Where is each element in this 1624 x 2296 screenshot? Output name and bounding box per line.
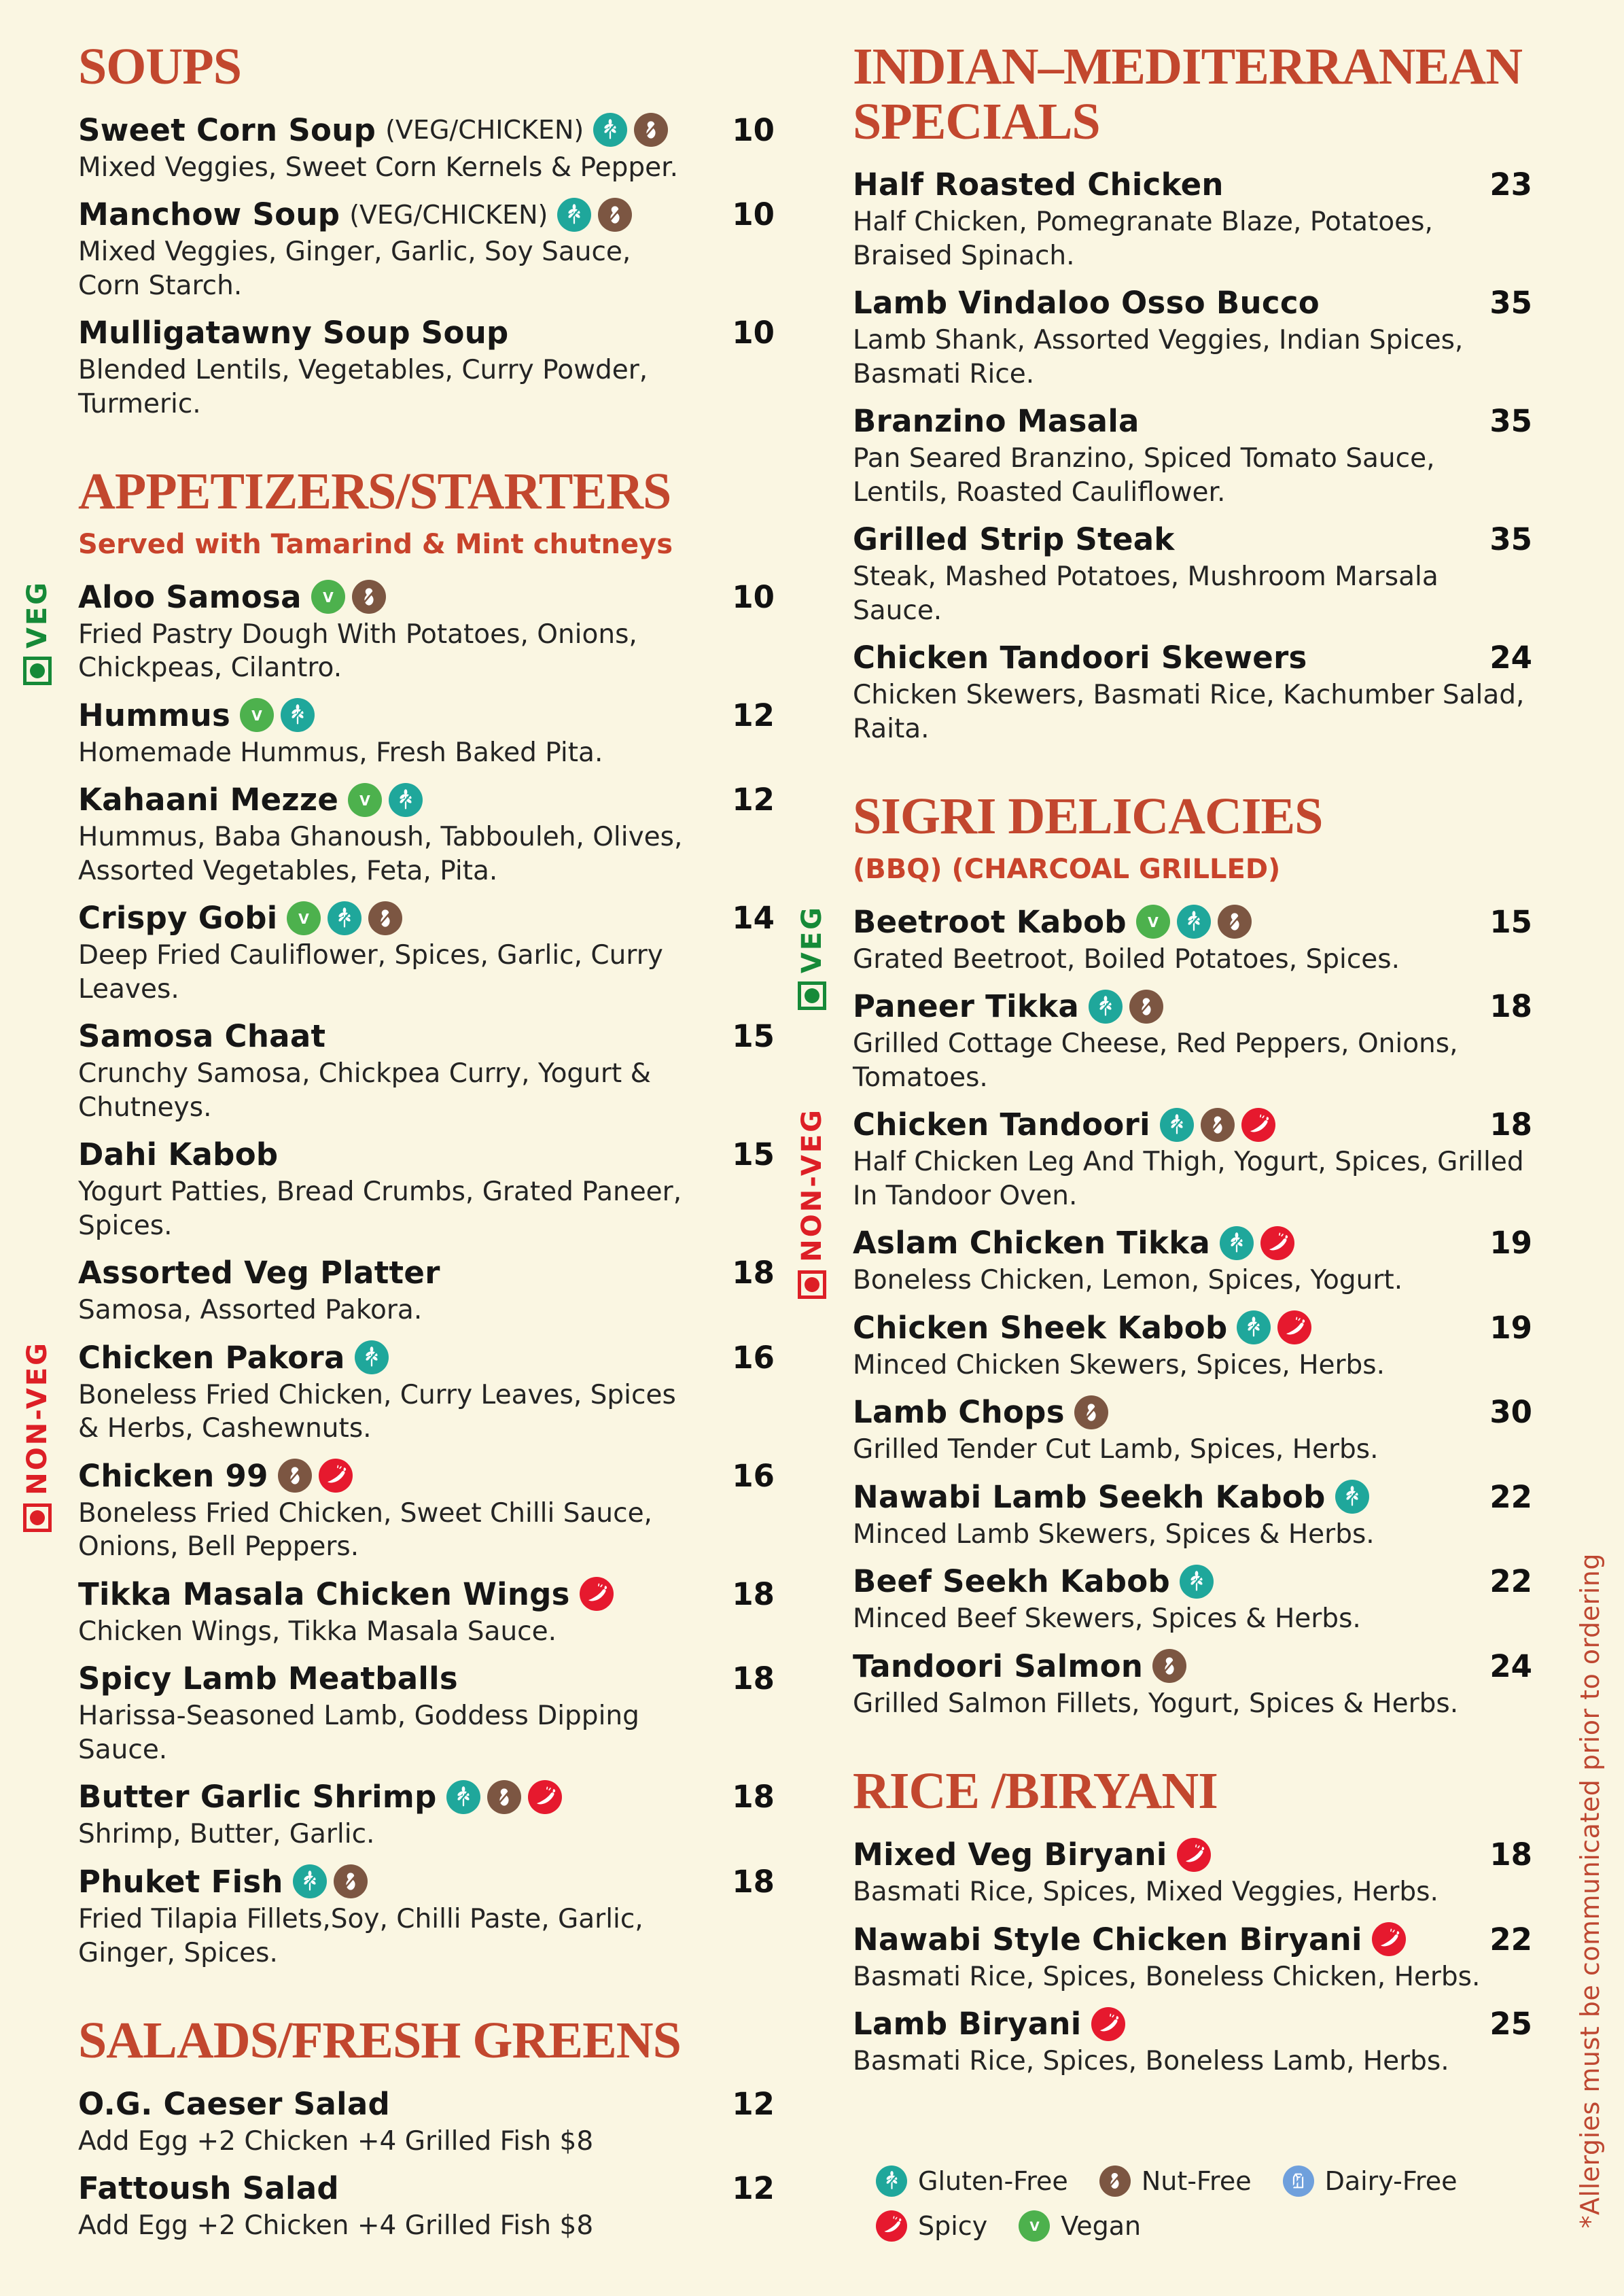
side-label-text: VEG xyxy=(22,580,53,648)
item-allergen-icons xyxy=(1335,1480,1369,1514)
item-description: Boneless Fried Chicken, Sweet Chilli Sauce, Onions, Bell Peppers. xyxy=(78,1497,652,1563)
item-head xyxy=(853,988,1532,1024)
menu-column-right xyxy=(796,38,1532,2286)
svg-text:V: V xyxy=(322,589,334,606)
gluten-free-icon xyxy=(1089,990,1123,1024)
item-description: Fried Tilapia Fillets,Soy, Chilli Paste, Garlic, Ginger, Spices. xyxy=(78,1903,643,1968)
item-description: Grilled Tender Cut Lamb, Spices, Herbs. xyxy=(853,1434,1379,1465)
item-name: Kahaani Mezze xyxy=(78,782,339,818)
item-head xyxy=(853,904,1532,940)
section-subtitle: (BBQ) (CHARCOAL GRILLED) xyxy=(853,853,1281,885)
menu-item xyxy=(78,1136,775,1242)
menu-section xyxy=(853,1764,1532,2090)
item-name: Lamb Biryani xyxy=(853,2006,1082,2042)
item-description: Deep Fried Cauliflower, Spices, Garlic, Curry Leaves. xyxy=(78,940,663,1005)
gluten-free-icon xyxy=(446,1780,480,1814)
item-head xyxy=(853,1225,1532,1261)
nut-free-icon xyxy=(334,1864,368,1898)
item-description: Blended Lentils, Vegetables, Curry Powder, Turmeric. xyxy=(78,355,648,419)
menu-item xyxy=(78,1864,775,1970)
item-description: Pan Seared Branzino, Spiced Tomato Sauce, Lentils, Roasted Cauliflower. xyxy=(853,443,1435,508)
mark-dot xyxy=(30,663,45,678)
item-head xyxy=(78,315,775,351)
menu-item xyxy=(78,1458,775,1564)
item-head xyxy=(78,1255,775,1291)
gluten-free-icon xyxy=(355,1340,389,1374)
gluten-free-icon xyxy=(1180,1565,1214,1599)
item-head xyxy=(853,1479,1532,1515)
item-allergen-icons xyxy=(287,901,402,935)
item-price: 19 xyxy=(1489,1309,1532,1346)
item-price: 19 xyxy=(1489,1225,1532,1262)
item-name: Tikka Masala Chicken Wings xyxy=(78,1576,570,1612)
menu-item xyxy=(78,2086,775,2159)
item-name: Crispy Gobi xyxy=(78,900,278,937)
legend-entry xyxy=(876,2165,1068,2197)
item-name: Aloo Samosa xyxy=(78,578,302,615)
legend-row xyxy=(876,2210,1532,2242)
spicy-icon xyxy=(1260,1226,1294,1260)
item-description: Minced Lamb Skewers, Spices & Herbs. xyxy=(853,1518,1375,1550)
item-name: Chicken Tandoori Skewers xyxy=(853,640,1307,676)
item-price: 24 xyxy=(1489,640,1532,676)
item-price: 16 xyxy=(732,1339,775,1376)
menu-item xyxy=(78,196,775,302)
item-price: 14 xyxy=(732,900,775,937)
item-allergen-icons xyxy=(580,1577,614,1611)
item-description: Minced Chicken Skewers, Spices, Herbs. xyxy=(853,1349,1385,1380)
item-allergen-icons xyxy=(1074,1395,1108,1429)
menu-column-left xyxy=(22,38,775,2286)
item-name: Chicken Pakora xyxy=(78,1339,345,1376)
section-title: INDIAN–MEDITERRANEAN SPECIALS xyxy=(853,38,1522,150)
menu-item xyxy=(78,315,775,421)
menu-item xyxy=(853,1310,1532,1382)
item-description: Crunchy Samosa, Chickpea Curry, Yogurt & Chutneys. xyxy=(78,1058,652,1123)
gluten-free-icon xyxy=(557,198,591,232)
item-allergen-icons xyxy=(278,1459,353,1493)
item-head xyxy=(853,1394,1532,1430)
item-description: Homemade Hummus, Fresh Baked Pita. xyxy=(78,737,603,768)
item-price: 18 xyxy=(732,1779,775,1815)
item-description: Basmati Rice, Spices, Boneless Lamb, Herbs. xyxy=(853,2046,1449,2077)
item-name: Tandoori Salmon xyxy=(853,1648,1144,1684)
nut-free-icon xyxy=(368,901,402,935)
item-description: Fried Pastry Dough With Potatoes, Onions, Chickpeas, Cilantro. xyxy=(78,619,637,684)
item-head xyxy=(853,1563,1532,1599)
item-name: Nawabi Lamb Seekh Kabob xyxy=(853,1478,1326,1515)
gluten-free-icon xyxy=(293,1864,327,1898)
menu-item xyxy=(853,1563,1532,1636)
item-head xyxy=(853,1107,1532,1143)
menu-section xyxy=(22,463,775,1982)
item-name: Chicken Tandoori xyxy=(853,1107,1150,1143)
item-head xyxy=(78,1018,775,1054)
item-description: Add Egg +2 Chicken +4 Grilled Fish $8 xyxy=(78,2210,594,2242)
section-title: SIGRI DELICACIES xyxy=(853,788,1323,846)
item-head xyxy=(78,1779,775,1815)
item-head xyxy=(78,579,775,615)
svg-text:V: V xyxy=(1029,2219,1040,2234)
item-head xyxy=(853,167,1532,203)
item-name: Phuket Fish xyxy=(78,1863,283,1900)
menu-item xyxy=(78,1018,775,1124)
item-allergen-icons xyxy=(1152,1649,1186,1683)
item-name: Chicken 99 xyxy=(78,1457,268,1494)
item-head xyxy=(853,1837,1532,1873)
item-name: O.G. Caeser Salad xyxy=(78,2085,391,2122)
item-name: Beef Seekh Kabob xyxy=(853,1563,1171,1600)
item-name: Manchow Soup xyxy=(78,196,340,233)
item-head xyxy=(853,1921,1532,1958)
item-name: Paneer Tikka xyxy=(853,988,1080,1025)
menu-section xyxy=(78,39,775,433)
item-head xyxy=(853,1310,1532,1346)
gluten-free-icon xyxy=(1160,1108,1194,1142)
item-head xyxy=(853,285,1532,321)
gluten-free-icon xyxy=(593,113,627,147)
nut-free-icon xyxy=(598,198,632,232)
item-price: 22 xyxy=(1489,1563,1532,1600)
item-description: Harissa-Seasoned Lamb, Goddess Dipping Sauce. xyxy=(78,1701,639,1765)
item-description: Minced Beef Skewers, Spices & Herbs. xyxy=(853,1603,1361,1635)
item-allergen-icons xyxy=(1372,1922,1406,1956)
item-price: 10 xyxy=(732,578,775,615)
section-title: SOUPS xyxy=(78,38,241,95)
item-price: 23 xyxy=(1489,167,1532,203)
item-description: Grilled Salmon Fillets, Yogurt, Spices & Herbs. xyxy=(853,1688,1459,1719)
menu-item xyxy=(78,2170,775,2243)
legend-label: Vegan xyxy=(1061,2210,1142,2241)
item-head xyxy=(78,1340,775,1376)
item-name: Assorted Veg Platter xyxy=(78,1255,440,1291)
item-name: Dahi Kabob xyxy=(78,1136,279,1173)
item-head xyxy=(78,2086,775,2122)
menu-item xyxy=(78,1779,775,1851)
item-price: 12 xyxy=(732,782,775,818)
mark-dot xyxy=(30,1510,45,1525)
item-name: Mixed Veg Biryani xyxy=(853,1837,1167,1873)
item-price: 18 xyxy=(1489,1837,1532,1873)
spicy-icon xyxy=(580,1577,614,1611)
item-name: Grilled Strip Steak xyxy=(853,521,1175,558)
item-name: Beetroot Kabob xyxy=(853,903,1127,940)
item-description: Mixed Veggies, Ginger, Garlic, Soy Sauce, Corn Starch. xyxy=(78,237,631,301)
item-price: 10 xyxy=(732,196,775,233)
legend-entry xyxy=(1019,2210,1141,2242)
vegan-icon xyxy=(1136,905,1170,939)
nut-free-icon xyxy=(1099,2165,1131,2197)
item-description: Add Egg +2 Chicken +4 Grilled Fish $8 xyxy=(78,2125,594,2157)
section-title: RICE /BIRYANI xyxy=(853,1762,1218,1820)
item-name: Branzino Masala xyxy=(853,403,1140,440)
item-price: 35 xyxy=(1489,521,1532,558)
menu-item xyxy=(853,1479,1532,1552)
item-allergen-icons xyxy=(1160,1108,1275,1142)
legend-label: Gluten-Free xyxy=(918,2165,1068,2196)
item-head xyxy=(78,112,775,148)
menu-item xyxy=(22,578,775,685)
item-name: Half Roasted Chicken xyxy=(853,167,1224,203)
item-name: Samosa Chaat xyxy=(78,1018,326,1055)
menu-item xyxy=(78,697,775,770)
svg-text:V: V xyxy=(1147,914,1159,931)
section-title: APPETIZERS/STARTERS xyxy=(78,463,671,521)
item-name: Sweet Corn Soup xyxy=(78,111,376,148)
spicy-icon xyxy=(1091,2007,1125,2041)
legend-entry xyxy=(876,2210,987,2242)
legend-row xyxy=(876,2165,1532,2197)
item-allergen-icons xyxy=(1220,1226,1294,1260)
item-price: 30 xyxy=(1489,1394,1532,1431)
item-price: 18 xyxy=(732,1576,775,1612)
side-label-nonveg xyxy=(18,1341,56,1532)
item-allergen-icons xyxy=(1237,1310,1311,1344)
vegan-icon xyxy=(1019,2210,1050,2242)
item-description: Basmati Rice, Spices, Boneless Chicken, Herbs. xyxy=(853,1961,1481,1992)
item-head xyxy=(78,1660,775,1697)
item-name: Lamb Vindaloo Osso Bucco xyxy=(853,285,1320,321)
vegan-icon xyxy=(348,783,382,817)
item-price: 18 xyxy=(732,1863,775,1900)
menu-item xyxy=(78,900,775,1006)
menu-item xyxy=(853,167,1532,273)
item-allergen-icons xyxy=(557,198,632,232)
menu-item xyxy=(853,403,1532,509)
menu-item xyxy=(853,285,1532,391)
item-price: 22 xyxy=(1489,1921,1532,1958)
side-label-text: NON-VEG xyxy=(22,1340,53,1495)
allergen-legend xyxy=(876,2165,1532,2242)
item-price: 15 xyxy=(1489,903,1532,940)
item-name: Butter Garlic Shrimp xyxy=(78,1779,437,1815)
spicy-icon xyxy=(1177,1838,1211,1872)
item-head xyxy=(78,2170,775,2206)
item-head xyxy=(78,1136,775,1172)
item-description: Steak, Mashed Potatoes, Mushroom Marsala Sauce. xyxy=(853,561,1438,626)
menu-item xyxy=(853,2006,1532,2078)
menu-item xyxy=(853,1921,1532,1994)
item-price: 25 xyxy=(1489,2006,1532,2042)
nut-free-icon xyxy=(1218,905,1252,939)
item-allergen-icons xyxy=(348,783,423,817)
menu-item xyxy=(853,1225,1532,1298)
spicy-icon xyxy=(319,1459,353,1493)
menu-section xyxy=(796,788,1532,1733)
item-description: Mixed Veggies, Sweet Corn Kernels & Pepper. xyxy=(78,152,679,183)
vegan-icon xyxy=(287,901,321,935)
item-price: 15 xyxy=(732,1018,775,1055)
legend-entry xyxy=(1283,2165,1458,2197)
item-head xyxy=(78,697,775,733)
menu-item xyxy=(78,1576,775,1649)
svg-text:V: V xyxy=(251,708,262,725)
legend-label: Nut-Free xyxy=(1141,2165,1252,2196)
svg-text:V: V xyxy=(359,792,371,809)
side-label-nonveg xyxy=(793,1108,831,1299)
menu-item xyxy=(853,521,1532,627)
nut-free-icon xyxy=(278,1459,312,1493)
item-head xyxy=(78,1576,775,1612)
section-title: SALADS/FRESH GREENS xyxy=(78,2012,681,2070)
legend-label: Spicy xyxy=(918,2210,988,2241)
spicy-icon xyxy=(528,1780,562,1814)
item-name: Nawabi Style Chicken Biryani xyxy=(853,1921,1362,1958)
item-allergen-icons xyxy=(355,1340,389,1374)
item-price: 24 xyxy=(1489,1648,1532,1684)
item-description: Half Chicken Leg And Thigh, Yogurt, Spices, Grilled In Tandoor Oven. xyxy=(853,1147,1524,1211)
menu-section xyxy=(78,2013,775,2255)
gluten-free-icon xyxy=(876,2165,907,2197)
side-label-text: NON-VEG xyxy=(796,1108,828,1263)
veg-mark-icon xyxy=(23,657,52,685)
svg-text:V: V xyxy=(298,910,310,927)
gluten-free-icon xyxy=(1220,1226,1254,1260)
item-allergen-icons xyxy=(240,698,315,732)
item-allergen-icons xyxy=(446,1780,562,1814)
item-price: 16 xyxy=(732,1457,775,1494)
menu-item xyxy=(796,903,1532,977)
item-description: Shrimp, Butter, Garlic. xyxy=(78,1819,375,1850)
item-price: 12 xyxy=(732,2085,775,2122)
nonveg-mark-icon xyxy=(798,1270,826,1299)
legend-entry xyxy=(1099,2165,1252,2197)
item-price: 15 xyxy=(732,1136,775,1173)
item-description: Hummus, Baba Ghanoush, Tabbouleh, Olives, Assorted Vegetables, Feta, Pita. xyxy=(78,822,683,886)
item-head xyxy=(853,1648,1532,1684)
spicy-icon xyxy=(1241,1108,1275,1142)
gluten-free-icon xyxy=(1177,905,1211,939)
menu-item xyxy=(78,782,775,888)
gluten-free-icon xyxy=(328,901,361,935)
item-description: Half Chicken, Pomegranate Blaze, Potatoes, Braised Spinach. xyxy=(853,207,1433,271)
item-description: Boneless Fried Chicken, Curry Leaves, Spices & Herbs, Cashewnuts. xyxy=(78,1379,676,1444)
item-head xyxy=(78,196,775,232)
menu-item xyxy=(78,1660,775,1767)
item-allergen-icons xyxy=(1136,905,1252,939)
item-price: 10 xyxy=(732,315,775,351)
nonveg-mark-icon xyxy=(23,1503,52,1532)
item-price: 18 xyxy=(732,1660,775,1697)
item-price: 18 xyxy=(1489,1107,1532,1143)
side-label-veg xyxy=(18,580,56,685)
item-suffix: (VEG/CHICKEN) xyxy=(385,115,584,145)
item-name: Mulligatawny Soup Soup xyxy=(78,315,509,351)
item-price: 35 xyxy=(1489,403,1532,440)
item-price: 35 xyxy=(1489,285,1532,321)
item-allergen-icons xyxy=(1180,1565,1214,1599)
menu-item xyxy=(853,988,1532,1094)
item-head xyxy=(78,900,775,936)
nut-free-icon xyxy=(487,1780,521,1814)
menu-item xyxy=(78,1255,775,1327)
item-allergen-icons xyxy=(1091,2007,1125,2041)
item-price: 22 xyxy=(1489,1478,1532,1515)
item-head xyxy=(78,782,775,818)
menu-item xyxy=(853,1648,1532,1721)
item-name: Hummus xyxy=(78,697,231,733)
item-description: Chicken Wings, Tikka Masala Sauce. xyxy=(78,1616,557,1647)
item-head xyxy=(78,1864,775,1900)
item-name: Fattoush Salad xyxy=(78,2170,339,2207)
item-head xyxy=(853,521,1532,557)
allergy-note: *Allergies must be communicated prior to ordering xyxy=(1575,1552,1605,2228)
item-description: Yogurt Patties, Bread Crumbs, Grated Paneer, Spices. xyxy=(78,1177,682,1241)
mark-dot xyxy=(805,1277,819,1292)
nut-free-icon xyxy=(1074,1395,1108,1429)
legend-label: Dairy-Free xyxy=(1324,2165,1458,2196)
menu-item xyxy=(78,112,775,185)
nut-free-icon xyxy=(1129,990,1163,1024)
item-allergen-icons xyxy=(311,580,386,614)
item-head xyxy=(853,403,1532,439)
vegan-icon xyxy=(240,698,274,732)
spicy-icon xyxy=(876,2210,907,2242)
menu-item xyxy=(853,1394,1532,1467)
item-head xyxy=(853,2006,1532,2042)
side-label-text: VEG xyxy=(796,905,828,973)
nut-free-icon xyxy=(1152,1649,1186,1683)
nut-free-icon xyxy=(1201,1108,1235,1142)
gluten-free-icon xyxy=(1237,1310,1271,1344)
item-allergen-icons xyxy=(593,113,668,147)
dairy-free-icon xyxy=(1283,2165,1314,2197)
gluten-free-icon xyxy=(389,783,423,817)
menu-section xyxy=(853,39,1532,758)
item-description: Grilled Cottage Cheese, Red Peppers, Onions, Tomatoes. xyxy=(853,1028,1458,1093)
item-price: 12 xyxy=(732,697,775,733)
item-name: Lamb Chops xyxy=(853,1394,1065,1431)
item-price: 18 xyxy=(1489,988,1532,1025)
nut-free-icon xyxy=(352,580,386,614)
item-name: Aslam Chicken Tikka xyxy=(853,1225,1211,1262)
item-description: Boneless Chicken, Lemon, Spices, Yogurt. xyxy=(853,1265,1403,1296)
item-name: Spicy Lamb Meatballs xyxy=(78,1660,458,1697)
side-label-veg xyxy=(793,905,831,1010)
item-description: Grated Beetroot, Boiled Potatoes, Spices. xyxy=(853,943,1400,975)
gluten-free-icon xyxy=(1335,1480,1369,1514)
menu-item xyxy=(853,1837,1532,1909)
spicy-icon xyxy=(1372,1922,1406,1956)
veg-mark-icon xyxy=(798,981,826,1010)
item-price: 18 xyxy=(732,1255,775,1291)
menu-columns xyxy=(22,38,1624,2286)
item-description: Chicken Skewers, Basmati Rice, Kachumber Salad, Raita. xyxy=(853,680,1525,744)
gluten-free-icon xyxy=(281,698,315,732)
item-description: Samosa, Assorted Pakora. xyxy=(78,1295,423,1326)
menu-item xyxy=(853,640,1532,746)
vegan-icon xyxy=(311,580,345,614)
item-price: 12 xyxy=(732,2170,775,2207)
mark-dot xyxy=(805,988,819,1003)
nut-free-icon xyxy=(634,113,668,147)
item-allergen-icons xyxy=(1089,990,1163,1024)
item-allergen-icons xyxy=(1177,1838,1211,1872)
item-description: Lamb Shank, Assorted Veggies, Indian Spices, Basmati Rice. xyxy=(853,325,1464,389)
spicy-icon xyxy=(1277,1310,1311,1344)
item-description: Basmati Rice, Spices, Mixed Veggies, Herbs. xyxy=(853,1877,1438,1908)
item-head xyxy=(853,640,1532,676)
item-name: Chicken Sheek Kabob xyxy=(853,1309,1228,1346)
item-suffix: (VEG/CHICKEN) xyxy=(349,199,548,230)
item-allergen-icons xyxy=(293,1864,368,1898)
section-subtitle: Served with Tamarind & Mint chutneys xyxy=(78,528,673,560)
item-head xyxy=(78,1458,775,1494)
item-price: 10 xyxy=(732,111,775,148)
